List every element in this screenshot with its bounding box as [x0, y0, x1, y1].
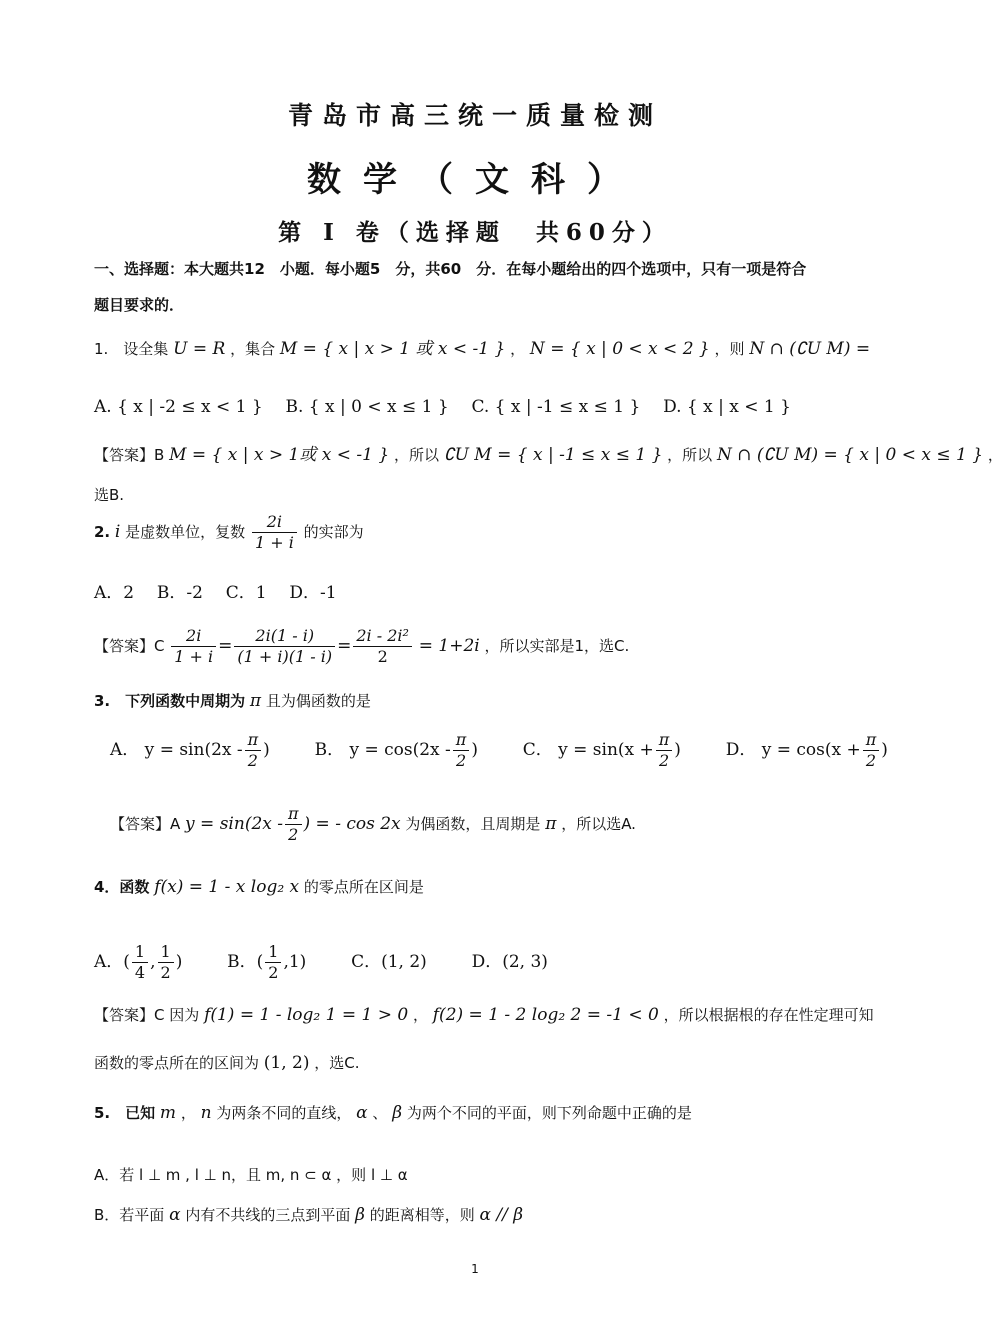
q3-answer-frac [285, 804, 302, 845]
q4-answer-line2-c: ，选C. [314, 1054, 360, 1072]
q2-stem-a: 是虚数单位，复数 [125, 523, 246, 541]
question-1-answer [94, 444, 1003, 466]
q3-option-d-frac [863, 730, 880, 771]
q4-a-f2-num: 1 [158, 942, 174, 963]
q4-a-f1-den: 4 [134, 963, 146, 982]
q2-answer-fraction-2 [234, 626, 335, 667]
q4-option-d: D．(2, 3) [471, 952, 548, 972]
q4-option-c: C．(1, 2) [351, 952, 427, 972]
q4-option-a-frac1 [132, 942, 148, 983]
q3-option-b: B． y = cos(2x - [314, 740, 451, 760]
q2-f1-denominator: 1 + i [174, 647, 214, 666]
q2-fraction [252, 512, 297, 553]
q3-option-c-frac [656, 730, 673, 771]
q1-stem-g: ，则 [714, 340, 745, 358]
q4-stem-a: 4．函数 [94, 878, 150, 896]
q2-option-b: B．-2 [156, 583, 203, 603]
q3-b-frac-den: 2 [455, 751, 467, 770]
q2-f3-denominator: 2 [377, 647, 388, 666]
q2-imaginary-unit: i [114, 522, 121, 542]
q1-option-b: B. { x | 0 < x ≤ 1 } [285, 397, 449, 417]
q1-answer-text-g: ， [987, 446, 1003, 464]
q5-sep: 、 [372, 1104, 388, 1122]
q3-a-frac-num: π [245, 730, 262, 751]
q5-comma: ， [180, 1104, 196, 1122]
q1-answer-text-c: ，所以 [393, 446, 439, 464]
q4-option-b-open: B．( [227, 952, 264, 972]
q3-answer-expr-a: y = sin(2x - [185, 814, 283, 834]
q1-answer-label: 【答案】B [94, 446, 165, 464]
q3-stem-b: 且为偶函数的是 [265, 692, 371, 710]
q4-option-a-open: A．( [94, 952, 130, 972]
q5-option-a: A．若 l ⊥ m , l ⊥ n，且 m, n ⊂ α ，则 l ⊥ α [94, 1166, 408, 1184]
question-1-stem [94, 338, 870, 360]
section-instructions-line2: 题目要求的． [94, 296, 185, 314]
q3-a-frac-den: 2 [247, 751, 258, 770]
section-instructions-line1: 一、选择题：本大题共12 小题．每小题5 分，共60 分．在每小题给出的四个选项中，只有一项是符合 [94, 260, 807, 278]
question-5-stem [94, 1102, 692, 1124]
q3-answer-text-c: 为偶函数，且周期是 [405, 815, 541, 833]
q5-option-b-a: B．若平面 [94, 1206, 165, 1224]
q3-c-close: ) [674, 740, 681, 760]
q4-b-f-den: 2 [268, 963, 279, 982]
q4-stem-c: 的零点所在区间是 [303, 878, 424, 896]
q4-b-close: ,1) [283, 952, 307, 972]
q3-d-frac-num: π [863, 730, 880, 751]
q4-answer-text-c: ， [412, 1006, 428, 1024]
q4-answer-interval: (1, 2) [263, 1053, 310, 1073]
q5-line-n: n [200, 1103, 212, 1123]
q5-stem-c: 为两个不同的平面，则下列命题中正确的是 [406, 1104, 692, 1122]
question-4-answer [94, 1004, 874, 1026]
q3-d-frac-den: 2 [865, 751, 877, 770]
q3-option-b-frac [453, 730, 470, 771]
q5-option-b-alpha: α [169, 1205, 181, 1225]
q3-option-a: A． y = sin(2x - [110, 740, 243, 760]
question-2-options [94, 582, 337, 604]
q2-answer-label: 【答案】C [94, 637, 165, 655]
question-4-stem [94, 876, 424, 898]
q5-option-b-b: 内有不共线的三点到平面 [185, 1206, 351, 1224]
q1-expression: N ∩ (∁U M) = [749, 339, 871, 359]
q1-answer-complement: ∁U M = { x | -1 ≤ x ≤ 1 } [443, 445, 663, 465]
part-title: 第 I 卷（选择题 共60分） [278, 219, 672, 246]
q3-option-a-frac [245, 730, 262, 771]
question-4-options [94, 942, 548, 983]
question-3-answer [110, 804, 636, 845]
q4-answer-f2: f(2) = 1 - 2 log₂ 2 = -1 < 0 [432, 1005, 659, 1025]
q3-stem-a: 3. 下列函数中周期为 [94, 692, 246, 710]
q1-answer-choice: 选B. [94, 486, 125, 504]
q3-a-close: ) [263, 740, 270, 760]
q3-b-frac-num: π [453, 730, 470, 751]
q2-f1-numerator: 2i [171, 626, 216, 647]
q3-ans-frac-den: 2 [288, 825, 299, 844]
q1-option-a: A. { x | -2 ≤ x < 1 } [94, 397, 263, 417]
q4-answer-f1: f(1) = 1 - log₂ 1 = 1 > 0 [204, 1005, 409, 1025]
q5-plane-alpha: α [356, 1103, 368, 1123]
q3-c-frac-num: π [656, 730, 673, 751]
q4-option-b-frac [265, 942, 281, 983]
q3-pi: π [249, 691, 262, 711]
question-2-stem [94, 512, 364, 553]
q4-b-f-num: 1 [265, 942, 281, 963]
q3-answer-text-e: ，所以选A. [561, 815, 636, 833]
q1-answer-result: N ∩ (∁U M) = { x | 0 < x ≤ 1 } [716, 445, 984, 465]
q2-fraction-denominator: 1 + i [254, 533, 294, 552]
q2-answer-text: ，所以实部是1，选C. [484, 637, 630, 655]
q4-answer-label: 【答案】C [94, 1006, 165, 1024]
q3-option-d: D． y = cos(x + [725, 740, 861, 760]
q4-a-comma: , [150, 952, 156, 972]
q5-stem-a: 5. 已知 [94, 1104, 156, 1122]
q3-answer-expr-b: ) = - cos 2x [303, 814, 401, 834]
q4-a-f2-den: 2 [160, 963, 171, 982]
q4-option-a-frac2 [158, 942, 174, 983]
q3-answer-pi: π [545, 814, 557, 834]
q4-answer-line2-a: 函数的零点所在的区间为 [94, 1054, 260, 1072]
q2-answer-fraction-3 [353, 626, 412, 667]
q5-option-b-beta: β [355, 1205, 365, 1225]
q1-option-c: C. { x | -1 ≤ x ≤ 1 } [471, 397, 641, 417]
q1-stem-a: 1. 设全集 [94, 340, 169, 358]
q4-answer-text-e: ，所以根据根的存在性定理可知 [663, 1006, 874, 1024]
question-3-stem [94, 690, 371, 712]
q5-option-b-c: 的距离相等，则 [369, 1206, 475, 1224]
q5-option-b [94, 1204, 523, 1226]
question-4-answer-line2 [94, 1052, 360, 1074]
question-3-options [110, 730, 888, 771]
question-1-options [94, 396, 791, 418]
q1-set-m: M = { x | x > 1 或 x < -1 } [279, 339, 506, 359]
q2-stem-b: 的实部为 [303, 523, 364, 541]
q1-stem-e: ， [510, 340, 526, 358]
q1-stem-c: ，集合 [230, 340, 276, 358]
q3-ans-frac-num: π [285, 804, 302, 825]
q3-d-close: ) [881, 740, 888, 760]
q5-line-m: m [159, 1103, 177, 1123]
q5-stem-b: 为两条不同的直线， [216, 1104, 352, 1122]
q5-plane-beta: β [392, 1103, 403, 1123]
q2-answer-tail: = 1+2i [418, 636, 480, 656]
q4-a-close: ) [175, 952, 183, 972]
q2-option-a: A．2 [94, 583, 135, 603]
q1-answer-set-m: M = { x | x > 1或 x < -1 } [169, 445, 390, 465]
q3-b-close: ) [471, 740, 478, 760]
q5-option-b-d: α // β [479, 1205, 524, 1225]
q2-f3-numerator: 2i - 2i² [353, 626, 412, 647]
q2-answer-fraction-1 [171, 626, 216, 667]
q3-option-c: C． y = sin(x + [522, 740, 654, 760]
q2-f2-denominator: (1 + i)(1 - i) [237, 647, 333, 666]
q1-set-n: N = { x | 0 < x < 2 } [529, 339, 710, 359]
q4-a-f1-num: 1 [132, 942, 148, 963]
subject-title: 数学（文科） [307, 160, 643, 200]
q2-option-d: D．-1 [289, 583, 337, 603]
q2-option-c: C．1 [225, 583, 267, 603]
q4-answer-text-a: 因为 [169, 1006, 200, 1024]
q2-fraction-numerator: 2i [252, 512, 297, 533]
q1-answer-text-e: ，所以 [667, 446, 713, 464]
q3-c-frac-den: 2 [658, 751, 670, 770]
q4-function: f(x) = 1 - x log₂ x [154, 877, 300, 897]
q3-answer-label: 【答案】A [110, 815, 181, 833]
q2-f2-numerator: 2i(1 - i) [234, 626, 335, 647]
q1-universal-set: U = R [173, 339, 226, 359]
q1-option-d: D. { x | x < 1 } [663, 397, 791, 417]
q2-number: 2. [94, 523, 111, 541]
question-2-answer: 【答案】C $\frac{2i}{1 + i}$ = $\frac{2i(1 - i)}{(1 + i)(1 - i)}$ = $\frac{\text{2i - 2i²}}{2}$ = 1+2i ，所以实部是1，选C. [94, 626, 630, 666]
exam-title: 青岛市高三统一质量检测 [287, 101, 662, 130]
page-number: 1 [471, 1262, 479, 1276]
